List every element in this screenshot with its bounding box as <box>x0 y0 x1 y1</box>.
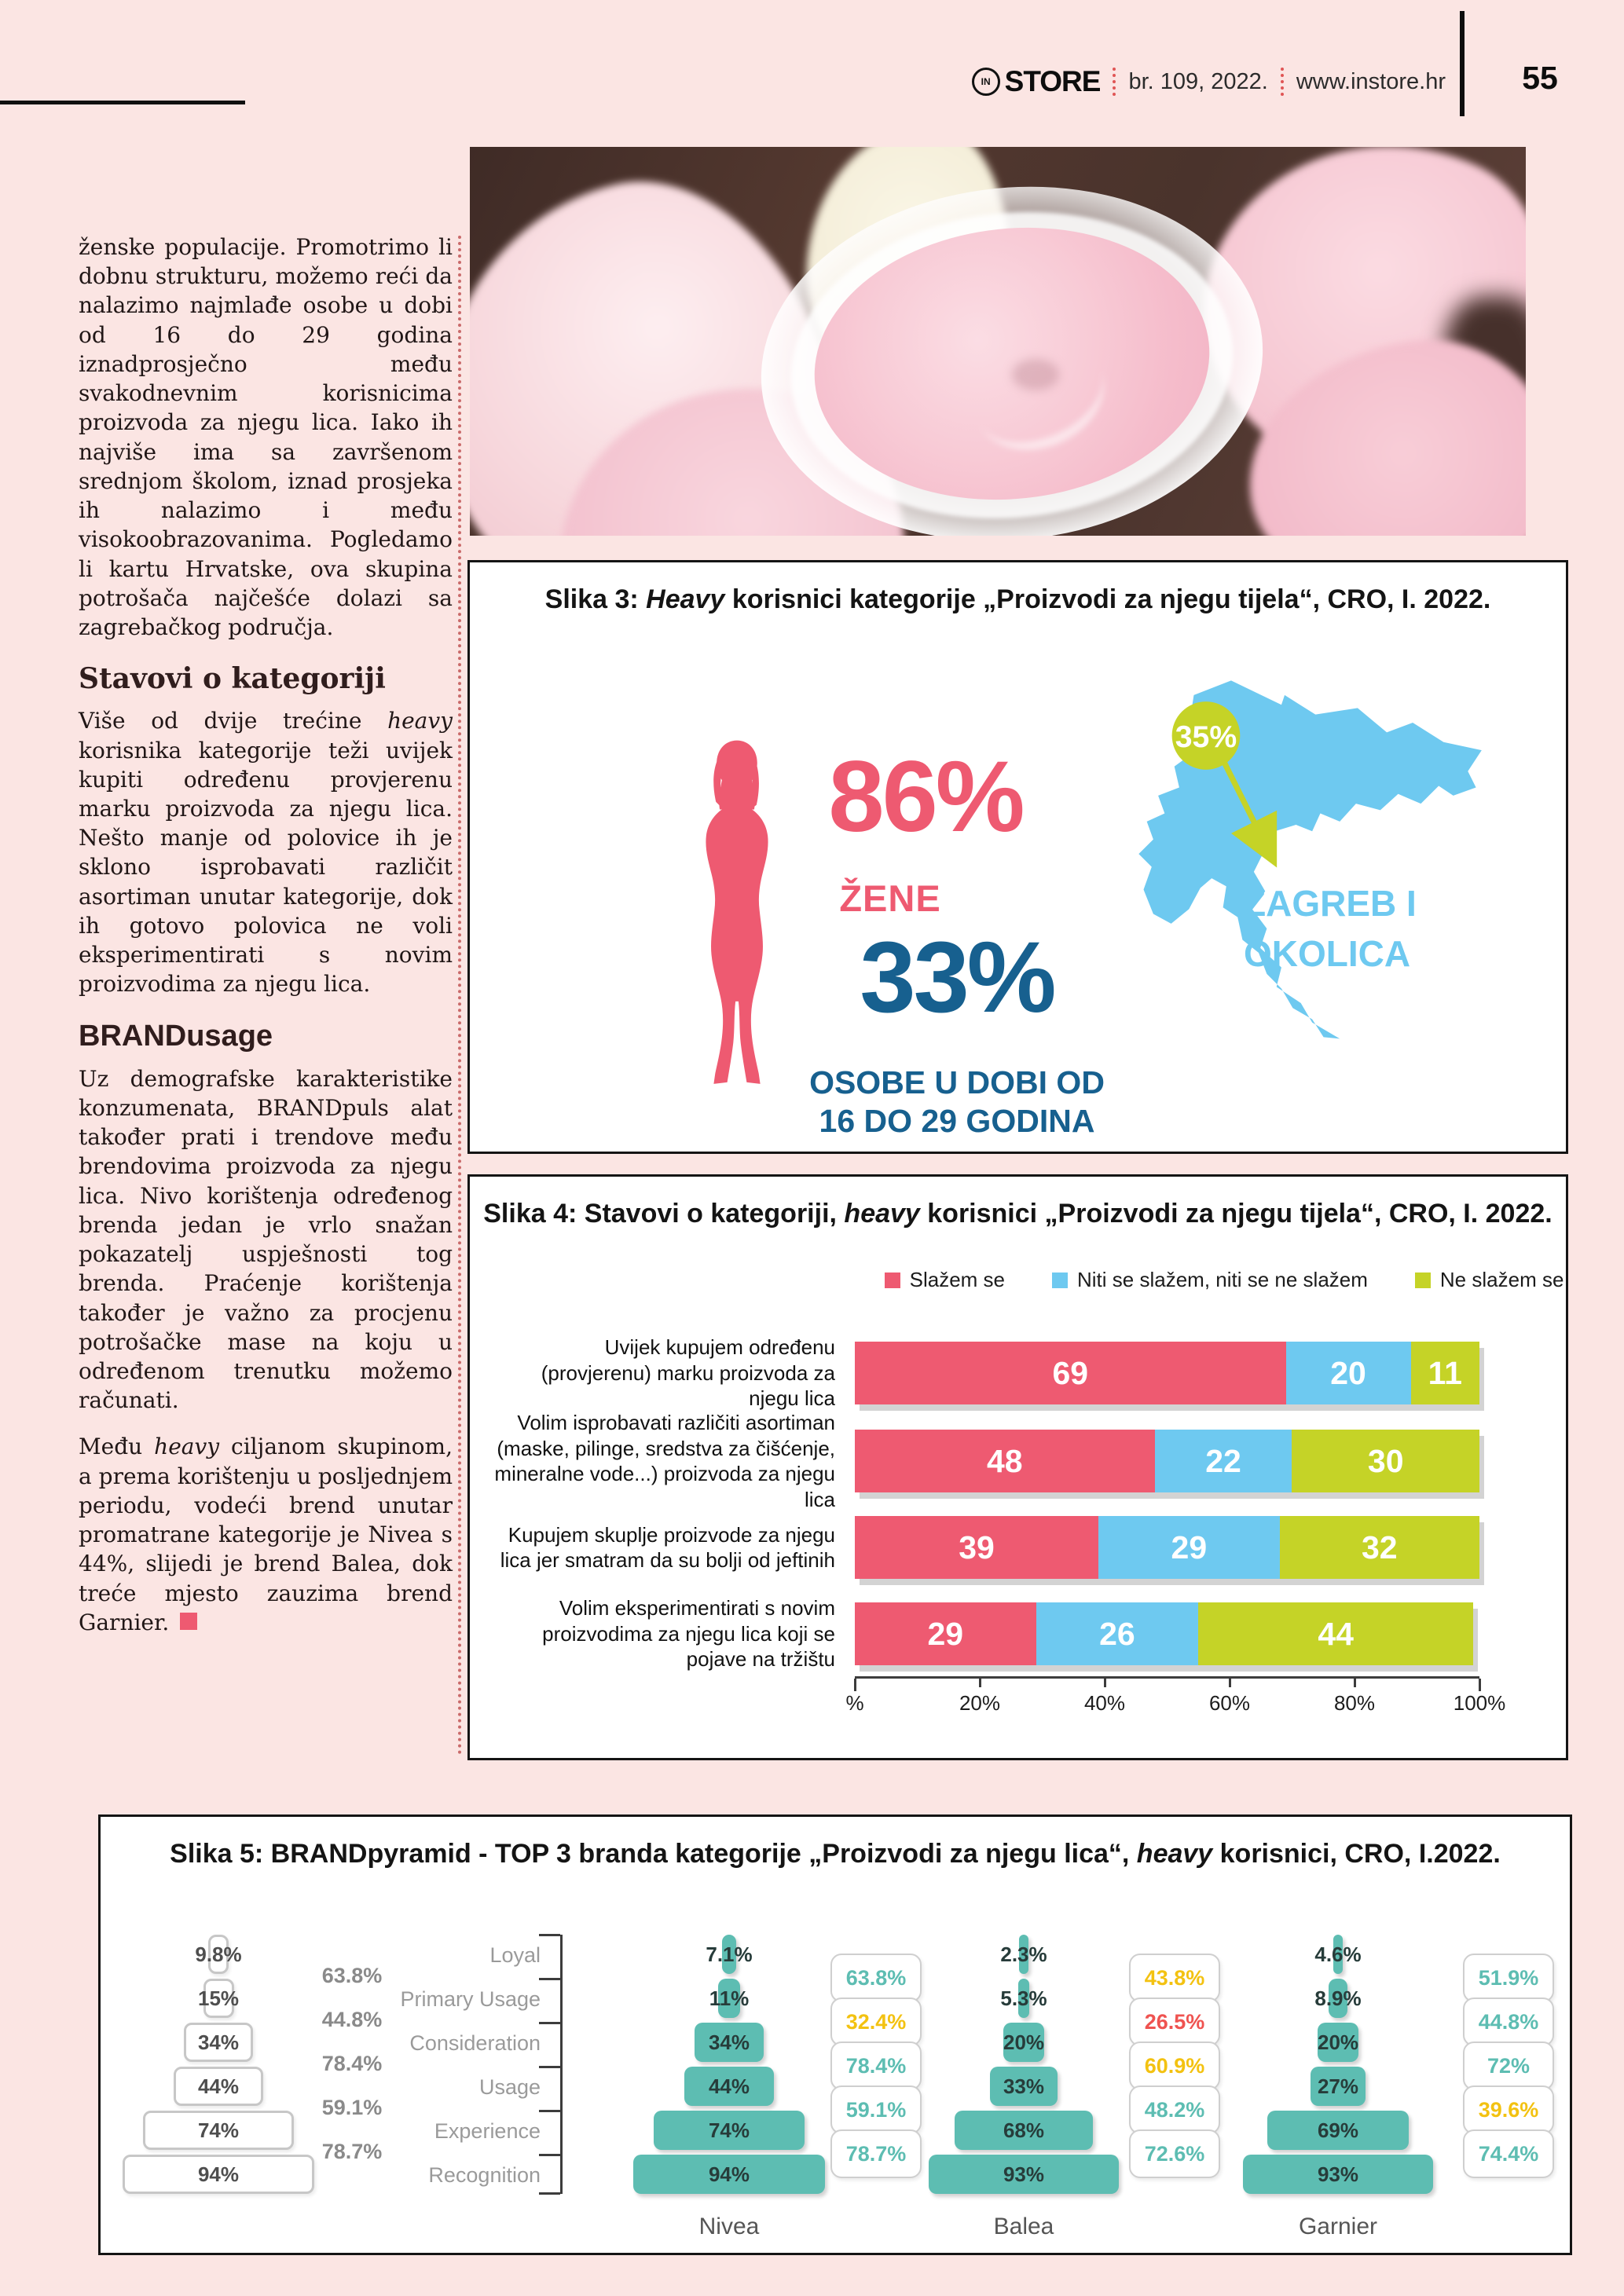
figure-5-brand-pyramids <box>98 1814 1572 2255</box>
top-rule <box>0 101 245 104</box>
stage-label: Usage <box>478 2075 541 2099</box>
axis-tick <box>1229 1679 1231 1687</box>
page-number-divider <box>1460 11 1465 116</box>
conversion-box: 60.9% <box>1129 2041 1220 2090</box>
brand-name: Balea <box>993 2214 1054 2239</box>
bar-segment: 69 <box>855 1342 1286 1404</box>
pyramid-level: 74% <box>654 2111 805 2150</box>
legend-label: Ne slažem se <box>1439 1268 1564 1291</box>
axis-tick-label: 100% <box>1453 1691 1506 1715</box>
pyramid-level: 44% <box>684 2067 774 2106</box>
title-italic: heavy <box>844 1199 920 1229</box>
column-separator <box>458 236 461 1756</box>
stage-label: Experience <box>434 2119 541 2143</box>
bar-segment: 11 <box>1411 1342 1479 1404</box>
paragraph-text: Među <box>79 1434 155 1460</box>
conversion-box: 48.2% <box>1129 2085 1220 2134</box>
pyramid-level: 94% <box>633 2155 825 2194</box>
chart-rows <box>470 1177 1566 1758</box>
magazine-logo: STORE <box>1004 65 1101 97</box>
italic-term: heavy <box>387 708 453 734</box>
stage-bracket-tick <box>539 2022 560 2024</box>
pyramid-level: 44% <box>174 2067 263 2106</box>
bar-segment: 29 <box>855 1602 1036 1665</box>
pyramid-level: 4.6% <box>1333 1935 1343 1974</box>
bar-segment: 26 <box>1036 1602 1199 1665</box>
title-text: Slika 4: Stavovi o kategoriji, <box>483 1199 845 1229</box>
conversion-value: 78.4% <box>321 2052 383 2075</box>
survey-row-label: Volim eksperimentirati s novim proizvodima za njegu lica koji se pojave na tržištu <box>542 1596 835 1672</box>
issue-number: br. 109, 2022. <box>1128 68 1268 94</box>
axis-tick-label: 40% <box>1083 1691 1126 1715</box>
pyramid-level: 33% <box>990 2067 1058 2106</box>
end-of-article-marker <box>180 1613 197 1630</box>
stage-bracket-tick <box>539 1978 560 1980</box>
axis-tick <box>1354 1679 1356 1687</box>
conversion-box: 26.5% <box>1129 1998 1220 2046</box>
paragraph-text: Više od dvije trećine <box>79 708 388 734</box>
bar-segment: 29 <box>1098 1516 1280 1579</box>
survey-row <box>470 1596 1566 1672</box>
region-value-text: 35% <box>1175 720 1237 754</box>
pyramid-level: 34% <box>695 2023 764 2062</box>
region-label <box>1244 878 1558 980</box>
stat-age-label-line2: 16 DO 29 GODINA <box>819 1103 1095 1140</box>
article-paragraph-4 <box>79 1432 453 1637</box>
bar-segment: 20 <box>1286 1342 1411 1404</box>
pyramid-level: 93% <box>929 2155 1119 2194</box>
cream-swirl-dimple <box>1012 359 1059 390</box>
conversion-box: 78.4% <box>830 2041 922 2090</box>
title-text: korisnici, CRO, I.2022. <box>1212 1839 1501 1869</box>
bar-segment: 30 <box>1292 1430 1479 1492</box>
survey-row-bar <box>855 1516 1479 1579</box>
stage-bracket-tick <box>539 2154 560 2156</box>
survey-row <box>470 1411 1566 1511</box>
bar-segment: 44 <box>1198 1602 1473 1665</box>
pyramid-level: 9.8% <box>208 1935 228 1974</box>
section-heading-brandusage: BRANDusage <box>79 1019 273 1053</box>
pyramid-level: 5.3% <box>1018 1979 1029 2018</box>
axis-tick-label: 80% <box>1333 1691 1376 1715</box>
article-paragraph-3: Uz demografske karakteristike konzumenata, BRANDpuls alat također prati i trendove među brendovima proizvoda za njegu lica. Nivo korištenja određenog brenda jedan je vrlo snažan pokazatelj uspješnosti tog brenda. Praćenje korištenja također je važno za procjenu potrošačke mase na koju u određenom trenutku možemo računati. <box>79 1065 453 1414</box>
conversion-value: 44.8% <box>321 2008 383 2031</box>
page-number: 55 <box>1522 60 1558 96</box>
stat-age-label <box>784 1064 1130 1141</box>
conversion-box: 44.8% <box>1463 1998 1554 2046</box>
title-italic: Heavy <box>646 584 725 614</box>
pyramid-level: 11% <box>718 1979 741 2018</box>
stage-bracket-tick <box>539 2110 560 2112</box>
title-italic: heavy <box>1136 1839 1213 1869</box>
axis-tick <box>979 1679 981 1687</box>
axis-tick <box>1479 1679 1481 1691</box>
pyramid-level: 20% <box>1318 2023 1358 2062</box>
figure-4-stacked-bar-chart <box>467 1174 1568 1760</box>
conversion-box: 59.1% <box>830 2085 922 2134</box>
dotted-separator-icon <box>1281 68 1284 96</box>
conversion-value: 63.8% <box>321 1964 383 1987</box>
stage-label: Primary Usage <box>400 1987 541 2011</box>
brand-name: Garnier <box>1298 2214 1378 2239</box>
survey-row-bar <box>855 1342 1479 1404</box>
pyramid-level: 94% <box>123 2155 314 2194</box>
survey-row <box>470 1516 1566 1579</box>
bar-segment: 48 <box>855 1430 1155 1492</box>
stat-women-value: 86% <box>828 741 1023 853</box>
axis-tick-label: 20% <box>959 1691 1001 1715</box>
dotted-separator-icon <box>1113 68 1116 96</box>
stage-bracket-tick <box>539 2192 560 2195</box>
brand-name: Nivea <box>698 2214 760 2239</box>
pyramid-level: 69% <box>1267 2111 1408 2150</box>
conversion-box: 39.6% <box>1463 2085 1554 2134</box>
paragraph-text: korisnika kategorije teži uvijek kupiti određenu provjerenu marku proizvoda za njegu lica. Nešto manje od polovice ih je sklono isprobavati različit asortiman unutar kategorije, dok ih gotovo polovica ne voli eksperimentirati s novim proizvodima za njegu lica. <box>79 737 453 998</box>
stage-label: Consideration <box>409 2031 541 2055</box>
survey-row-label: Uvijek kupujem određenu (provjerenu) marku proizvoda za njegu lica <box>541 1335 835 1411</box>
title-text: korisnici kategorije „Proizvodi za njegu tijela“, CRO, I. 2022. <box>724 584 1491 614</box>
pyramid-level: 15% <box>203 1979 234 2018</box>
article-paragraph-2 <box>79 706 453 998</box>
paragraph-text: ciljanom skupinom, a prema korištenju u posljednjem periodu, vodeći brend unutar promatrane kategorije je Nivea s 44%, slijedi je brend Balea, dok treće mjesto zauzima brend Garnier. <box>79 1434 453 1635</box>
survey-row-label: Kupujem skuplje proizvode za njegu lica jer smatram da su bolji od jeftinih <box>500 1522 835 1572</box>
pyramid-level: 20% <box>1003 2023 1044 2062</box>
region-label-line1: ZAGREB I <box>1244 883 1417 924</box>
pyramid-level: 8.9% <box>1329 1979 1347 2018</box>
region-label-line2: OKOLICA <box>1244 933 1411 975</box>
conversion-box: 32.4% <box>830 1998 922 2046</box>
conversion-value: 78.7% <box>321 2140 383 2163</box>
conversion-value: 59.1% <box>321 2096 383 2119</box>
axis-tick <box>1104 1679 1106 1687</box>
legend-label: Slažem se <box>909 1268 1005 1291</box>
axis-tick-label: % <box>845 1691 864 1715</box>
figure-3-infographic <box>467 560 1568 1154</box>
article-photo-cream-jar <box>470 147 1526 536</box>
pyramid-level: 2.3% <box>1019 1935 1028 1974</box>
title-text: Slika 3: <box>544 584 647 614</box>
article-paragraph-1: ženske populacije. Promotrimo li dobnu strukturu, možemo reći da nalazimo najmlađe osobe u dobi od 16 do 29 godina iznadprosječno među svakodnevnim korisnicima proizvoda za njegu lica. Iako ih najviše ima sa završenom srednjom školom, iznad prosjeka ih nalazimo i među visokoobrazovanima. Pogledamo li kartu Hrvatske, ova skupina potrošača najčešće dolazi sa zagrebačkog područja. <box>79 234 453 641</box>
survey-row-label: Volim isprobavati različiti asortiman (maske, pilinge, sredstva za čišćenje, mineralne vode...) proizvoda za njegu lica <box>494 1411 835 1511</box>
conversion-box: 63.8% <box>830 1954 922 2002</box>
italic-term: heavy <box>154 1434 220 1460</box>
page-header <box>927 60 1446 104</box>
title-text: Slika 5: BRANDpyramid - TOP 3 branda kategorije „Proizvodi za njegu lica“, <box>170 1839 1137 1869</box>
croatia-map <box>1004 672 1562 1053</box>
bar-segment: 22 <box>1155 1430 1292 1492</box>
stat-age-value: 33% <box>860 921 1054 1034</box>
axis-tick-label: 60% <box>1208 1691 1251 1715</box>
stage-label: Loyal <box>489 1943 541 1967</box>
title-text: korisnici „Proizvodi za njegu tijela“, CRO, I. 2022. <box>919 1199 1553 1229</box>
axis-tick <box>854 1679 856 1691</box>
conversion-box: 51.9% <box>1463 1954 1554 2002</box>
conversion-box: 43.8% <box>1129 1954 1220 2002</box>
conversion-box: 72% <box>1463 2041 1554 2090</box>
figure-3-title <box>470 584 1566 615</box>
pyramid-level: 34% <box>184 2023 253 2062</box>
stage-label: Recognition <box>428 2163 541 2187</box>
survey-row <box>470 1335 1566 1411</box>
stat-age-label-line1: OSOBE U DOBI OD <box>809 1064 1105 1100</box>
chart-x-axis <box>845 1676 1506 1715</box>
conversion-box: 78.7% <box>830 2129 922 2178</box>
website-url: www.instore.hr <box>1296 68 1446 94</box>
survey-row-bar <box>855 1602 1473 1665</box>
stage-bracket-tick <box>539 1934 560 1936</box>
pyramid-level: 74% <box>143 2111 294 2150</box>
pyramid-level: 7.1% <box>722 1935 736 1974</box>
stat-women-label: ŽENE <box>839 877 941 919</box>
bar-segment: 32 <box>1280 1516 1479 1579</box>
pyramid-level: 27% <box>1311 2067 1366 2106</box>
pyramids-area <box>101 1817 1570 2253</box>
pyramid-level: 93% <box>1243 2155 1433 2194</box>
bar-segment: 39 <box>855 1516 1098 1579</box>
instore-logo-icon: IN <box>972 68 1000 96</box>
conversion-box: 74.4% <box>1463 2129 1554 2178</box>
stage-bracket <box>560 1935 563 2194</box>
pyramid-level: 68% <box>955 2111 1094 2150</box>
conversion-box: 72.6% <box>1129 2129 1220 2178</box>
section-heading-stavovi: Stavovi o kategoriji <box>79 662 386 696</box>
legend-label: Niti se slažem, niti se ne slažem <box>1077 1268 1368 1291</box>
stage-bracket-tick <box>539 2066 560 2068</box>
survey-row-bar <box>855 1430 1479 1492</box>
article-column <box>79 233 453 1654</box>
